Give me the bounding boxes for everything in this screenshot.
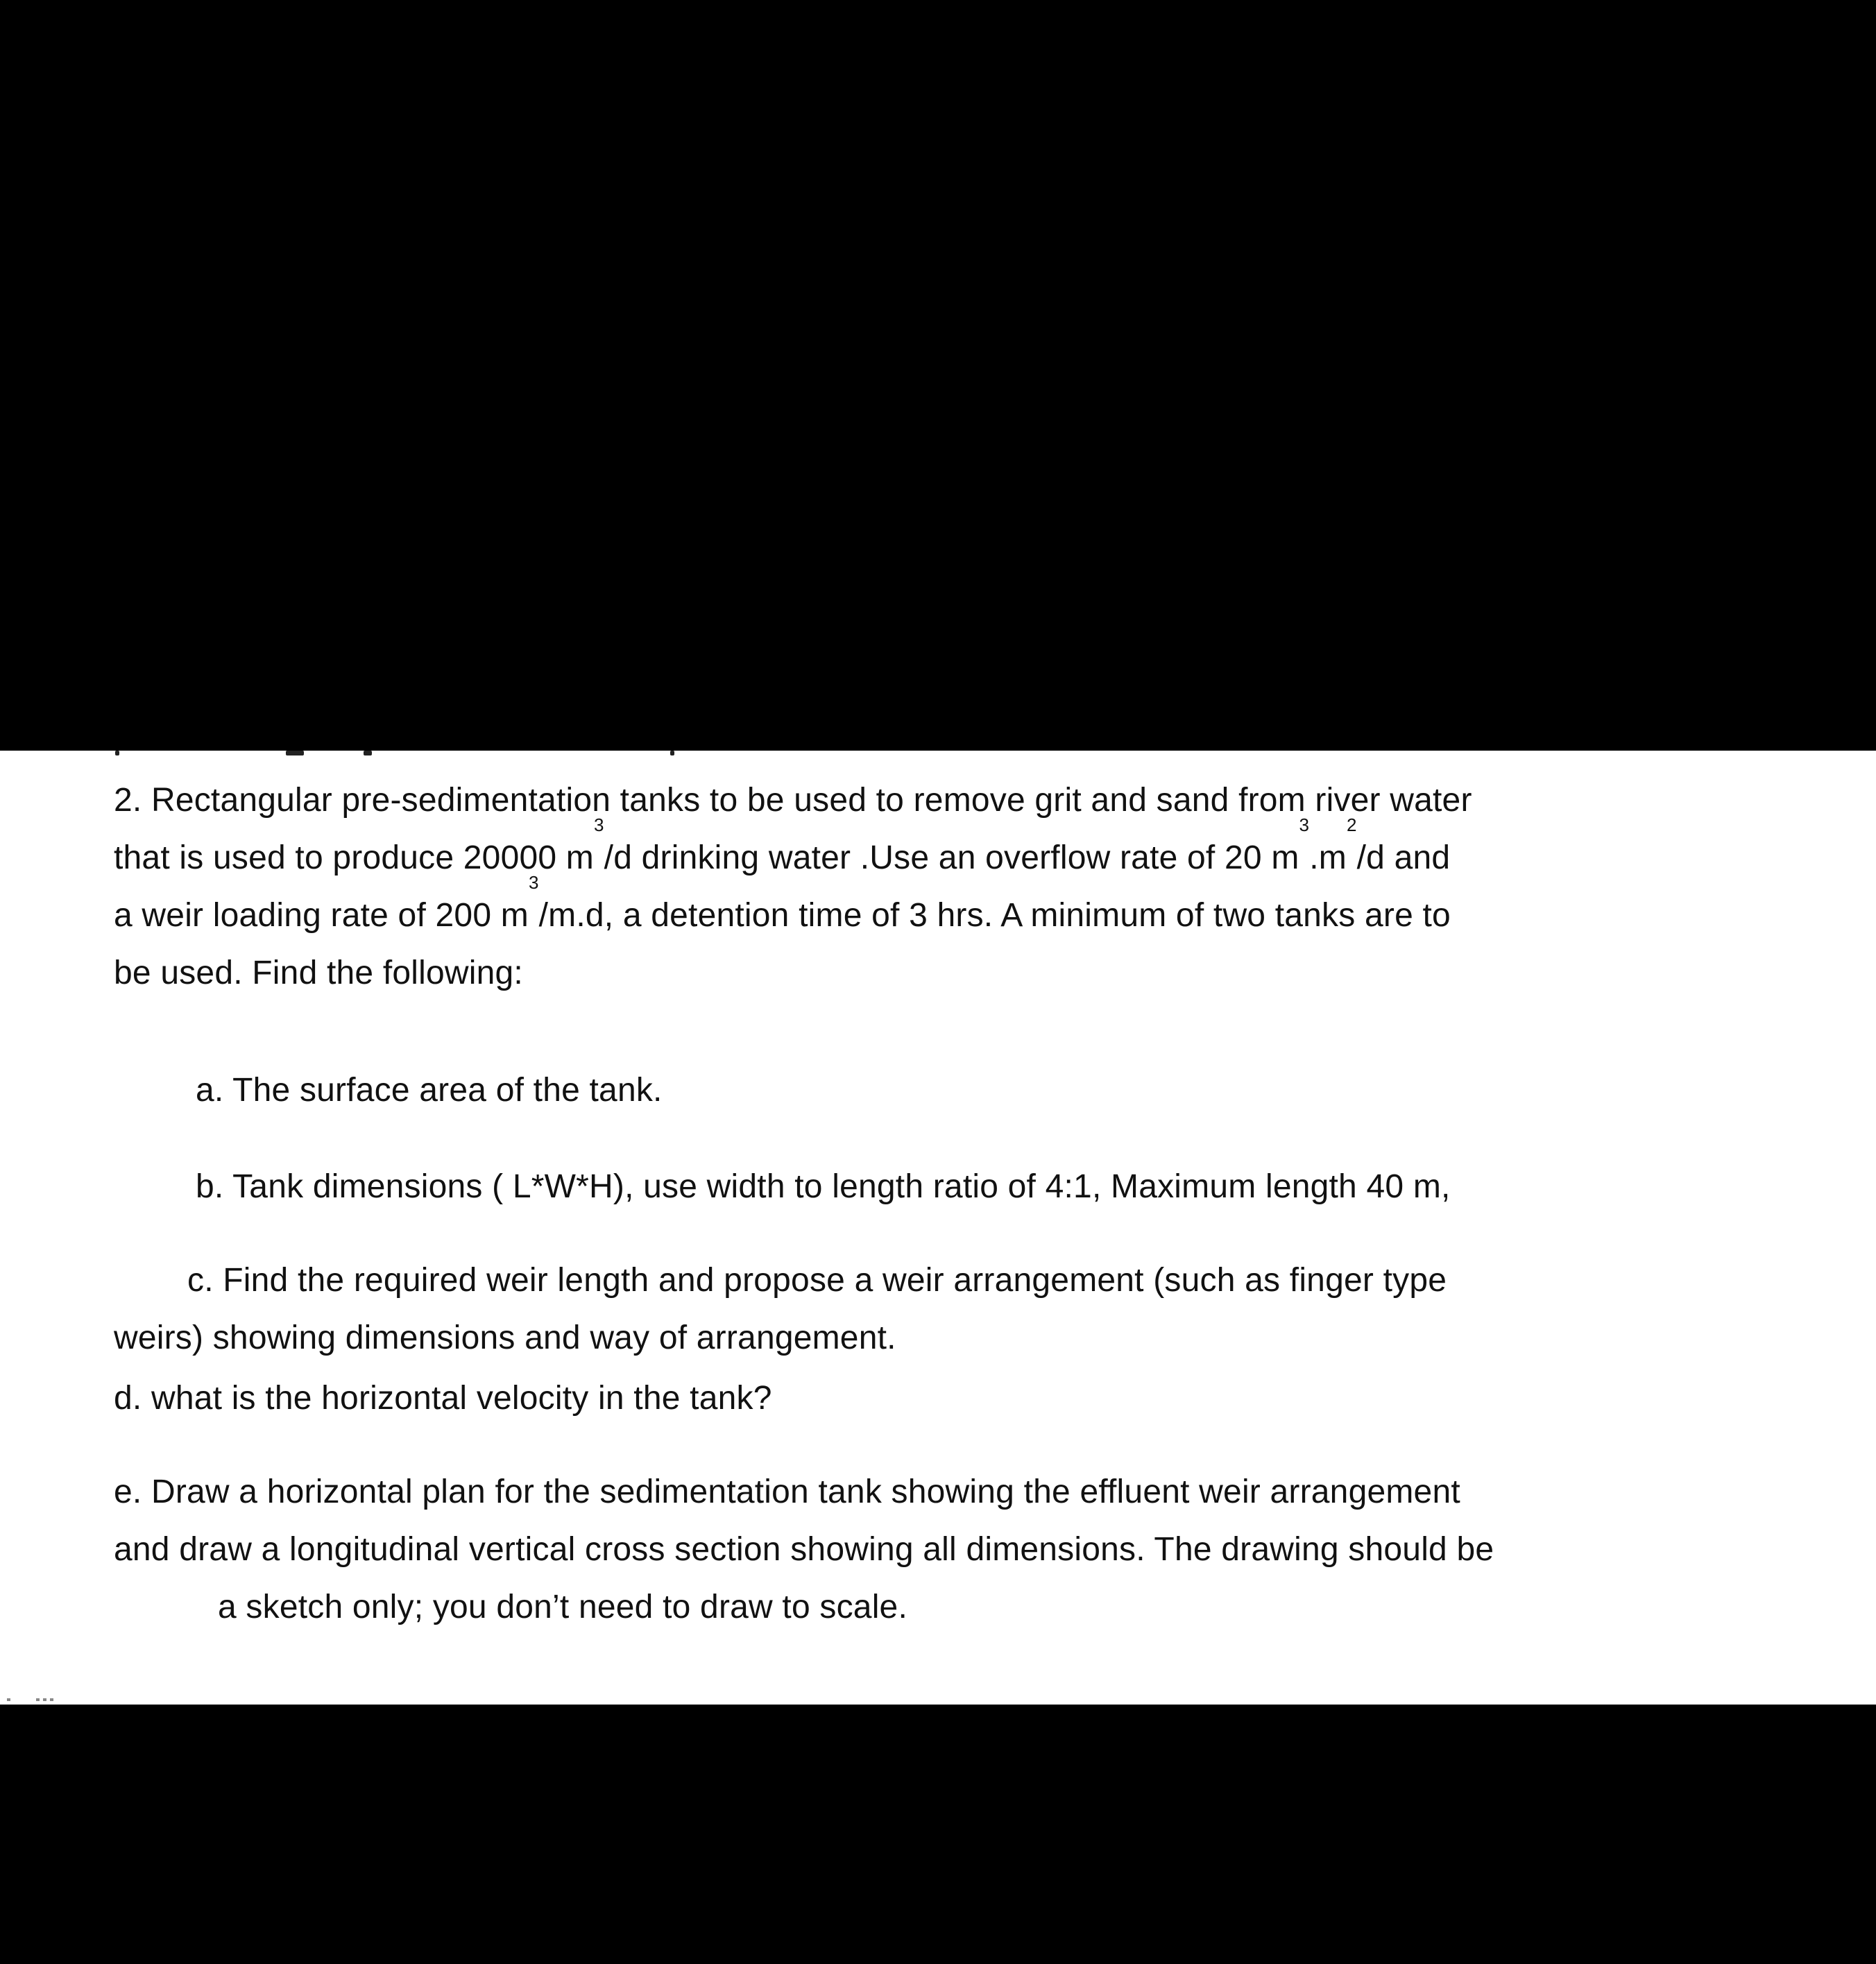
margin-marks	[7, 1698, 62, 1702]
item-e-line-3: a sketch only; you don’t need to draw to scale.	[218, 1589, 907, 1625]
question-2	[114, 771, 1472, 1002]
question-2-line-2: that is used to produce 20000 $m^3/d$ drinking water .Use an overflow rate of 20 $m^3.m^2/d$ and	[114, 814, 1451, 876]
question-2-line-1: 2. Rectangular pre-sedimentation tanks to be used to remove grit and sand from river water	[114, 782, 1472, 819]
item-d: d. what is the horizontal velocity in the tank?	[114, 1380, 772, 1417]
top-black-region	[0, 0, 1876, 751]
item-e-line-1: e. Draw a horizontal plan for the sedimentation tank showing the effluent weir arrangement	[114, 1474, 1460, 1510]
item-b: b. Tank dimensions ( L*W*H), use width to length ratio of 4:1, Maximum length 40 m,	[196, 1168, 1451, 1205]
bottom-black-region	[0, 1705, 1876, 1964]
item-e-line-2: and draw a longitudinal vertical cross section showing all dimensions. The drawing should be	[114, 1531, 1494, 1568]
item-e	[114, 1463, 1494, 1636]
item-a: a. The surface area of the tank.	[196, 1072, 663, 1109]
question-2-line-4: be used. Find the following:	[114, 955, 523, 991]
item-c-line-2: weirs) showing dimensions and way of arrangement.	[114, 1320, 896, 1356]
document-page	[0, 751, 1876, 1705]
item-c-line-1: c. Find the required weir length and propose a weir arrangement (such as finger type	[187, 1262, 1447, 1299]
question-2-line-3: a weir loading rate of 200 $m^3/m.d$, a detention time of 3 hrs. A minimum of two tanks are to	[114, 872, 1451, 934]
item-c	[114, 1252, 1447, 1367]
cropped-previous-line	[111, 751, 735, 758]
